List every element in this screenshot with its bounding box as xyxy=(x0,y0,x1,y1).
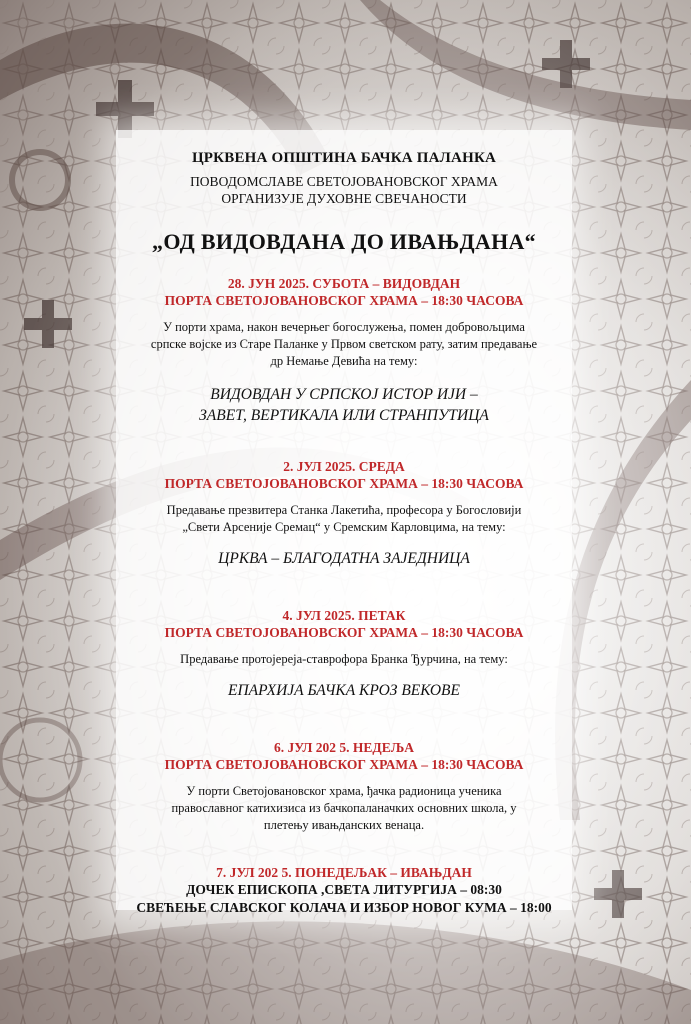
event-3 xyxy=(116,607,572,701)
subtitle xyxy=(116,173,572,207)
event-date: 4. ЈУЛ 2025. ПЕТАК xyxy=(282,608,406,623)
event-topic-line-2: ЗАВЕТ, ВЕРТИКАЛА ИЛИ СТРАНПУТИЦА xyxy=(199,407,489,424)
event-date: 7. ЈУЛ 202 5. ПОНЕДЕЉАК – ИВАЊДАН xyxy=(216,865,472,880)
event-description: У порти храма, након вечерњег богослужења, помен добровољцима српске војске из Старе Паланке у Првом светском рату, затим предавање др Немање Девића на тему: xyxy=(150,320,538,368)
event-schedule-line-1: ДОЧЕК ЕПИСКОПА ,СВЕТА ЛИТУРГИЈА – 08:30 xyxy=(186,882,502,897)
event-topic: ЕПАРХИЈА БАЧКА КРОЗ ВЕКОВЕ xyxy=(228,682,460,699)
event-5 xyxy=(116,864,572,917)
event-topic: ЦРКВА – БЛАГОДАТНА ЗАЈЕДНИЦА xyxy=(218,550,470,567)
event-place: ПОРТА СВЕТОЈОВАНОВСКОГ ХРАМА – 18:30 ЧАСОВА xyxy=(164,476,524,491)
event-2 xyxy=(116,458,572,569)
organizer-name: ЦРКВЕНА ОПШТИНА БАЧКА ПАЛАНКА xyxy=(191,150,497,166)
event-date: 6. ЈУЛ 202 5. НЕДЕЉА xyxy=(273,740,415,755)
event-topic-line-1: ВИДОВДАН У СРПСКОЈ ИСТОР ИЈИ – xyxy=(210,386,478,403)
event-description: Предавање протојереја-ставрофора Бранка Ђурчина, на тему: xyxy=(180,652,508,666)
festival-title: „ОД ВИДОВДАНА ДО ИВАЊДАНА“ xyxy=(152,229,536,254)
event-description: Предавање презвитера Станка Лакетића, професора у Богословији „Свети Арсеније Сремац“ у Сремским Карловцима, на тему: xyxy=(166,503,522,534)
event-place: ПОРТА СВЕТОЈОВАНОВСКОГ ХРАМА – 18:30 ЧАСОВА xyxy=(164,293,524,308)
subtitle-line-2: ОРГАНИЗУЈЕ ДУХОВНЕ СВЕЧАНОСТИ xyxy=(221,191,467,206)
event-topic xyxy=(116,384,572,426)
poster-content xyxy=(116,150,572,917)
event-place: ПОРТА СВЕТОЈОВАНОВСКОГ ХРАМА – 18:30 ЧАСОВА xyxy=(164,757,524,772)
event-1 xyxy=(116,275,572,426)
event-4 xyxy=(116,739,572,834)
subtitle-line-1: ПОВОДОМСЛАВЕ СВЕТОЈОВАНОВСКОГ ХРАМА xyxy=(190,174,498,189)
event-description: У порти Светојовановског храма, ђачка радионица ученика православног катихизиса из бачкопаланачких основних школа, у плетењу ивањданских венаца. xyxy=(171,784,517,832)
event-date: 28. ЈУН 2025. СУБОТА – ВИДОВДАН xyxy=(227,276,461,291)
event-schedule-line-2: СВЕЋЕЊЕ СЛАВСКОГ КОЛАЧА И ИЗБОР НОВОГ КУМА – 18:00 xyxy=(136,900,552,915)
event-date: 2. ЈУЛ 2025. СРЕДА xyxy=(283,459,405,474)
event-place: ПОРТА СВЕТОЈОВАНОВСКОГ ХРАМА – 18:30 ЧАСОВА xyxy=(164,625,524,640)
